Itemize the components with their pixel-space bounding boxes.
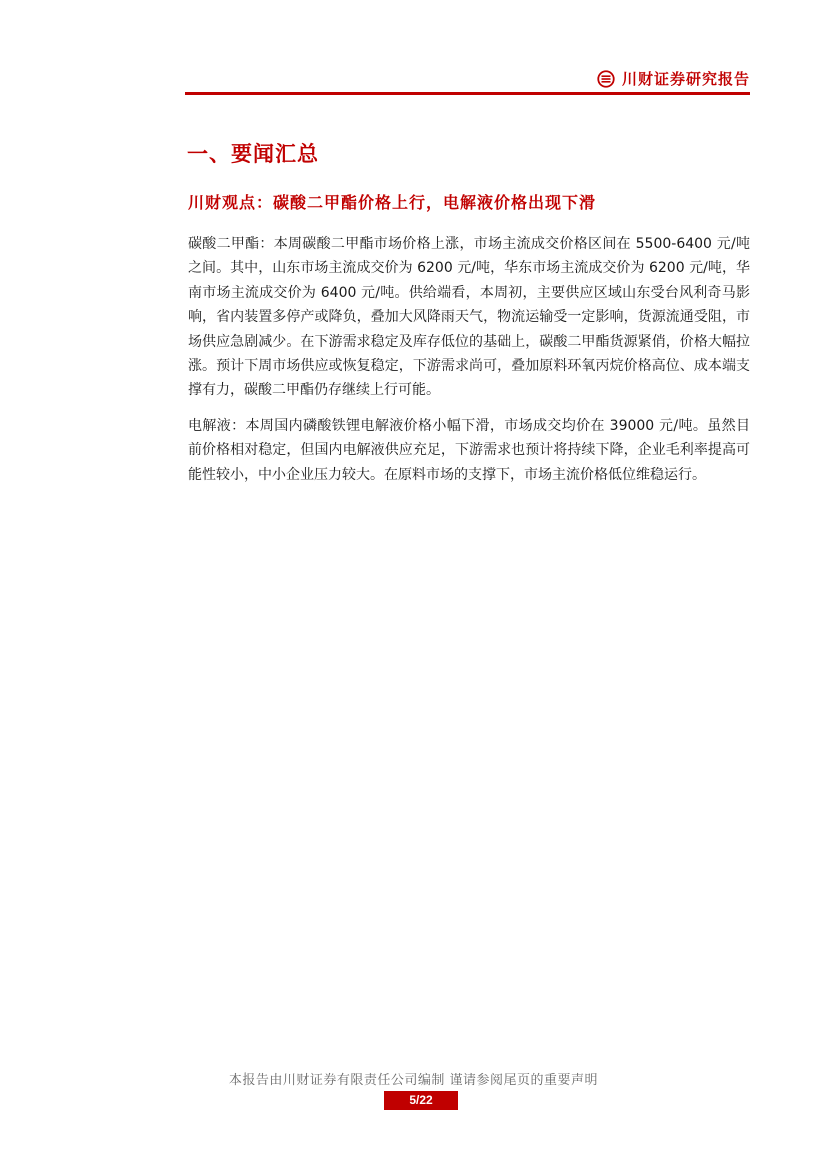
section-subheading: 川财观点：碳酸二甲酯价格上行，电解液价格出现下滑 bbox=[188, 193, 597, 212]
page-header bbox=[185, 66, 750, 96]
chuancai-logo-icon bbox=[597, 70, 615, 88]
report-body bbox=[188, 232, 750, 498]
section-heading: 一、要闻汇总 bbox=[187, 142, 319, 166]
paragraph-dmc: 碳酸二甲酯：本周碳酸二甲酯市场价格上涨，市场主流成交价格区间在 5500-6400 元/吨之间。其中，山东市场主流成交价为 6200 元/吨，华东市场主流成交价为 6200 元/吨，华南市场主流成交价为 6400 元/吨。供给端看，本周初，主要供应区域山东受台风利奇马影响，省内装置多停产或降负，叠加大风降雨天气，物流运输受一定影响，货源流通受阻，市场供应急剧减少。在下游需求稳定及库存低位的基础上，碳酸二甲酯货源紧俏，价格大幅拉涨。预计下周市场供应或恢复稳定，下游需求尚可，叠加原料环氧丙烷价格高位、成本端支撑有力，碳酸二甲酯仍存继续上行可能。 bbox=[188, 236, 750, 399]
brand bbox=[597, 68, 750, 89]
brand-name: 川财证券研究报告 bbox=[621, 70, 750, 88]
footer-disclaimer: 本报告由川财证券有限责任公司编制 谨请参阅尾页的重要声明 bbox=[228, 1073, 599, 1088]
page-number: 5/22 bbox=[384, 1091, 458, 1110]
header-divider bbox=[185, 92, 750, 95]
paragraph-electrolyte: 电解液：本周国内磷酸铁锂电解液价格小幅下滑，市场成交均价在 39000 元/吨。虽然目前价格相对稳定，但国内电解液供应充足，下游需求也预计将持续下降，企业毛利率提高可能性较小，中小企业压力较大。在原料市场的支撑下，市场主流价格低位维稳运行。 bbox=[188, 417, 750, 483]
